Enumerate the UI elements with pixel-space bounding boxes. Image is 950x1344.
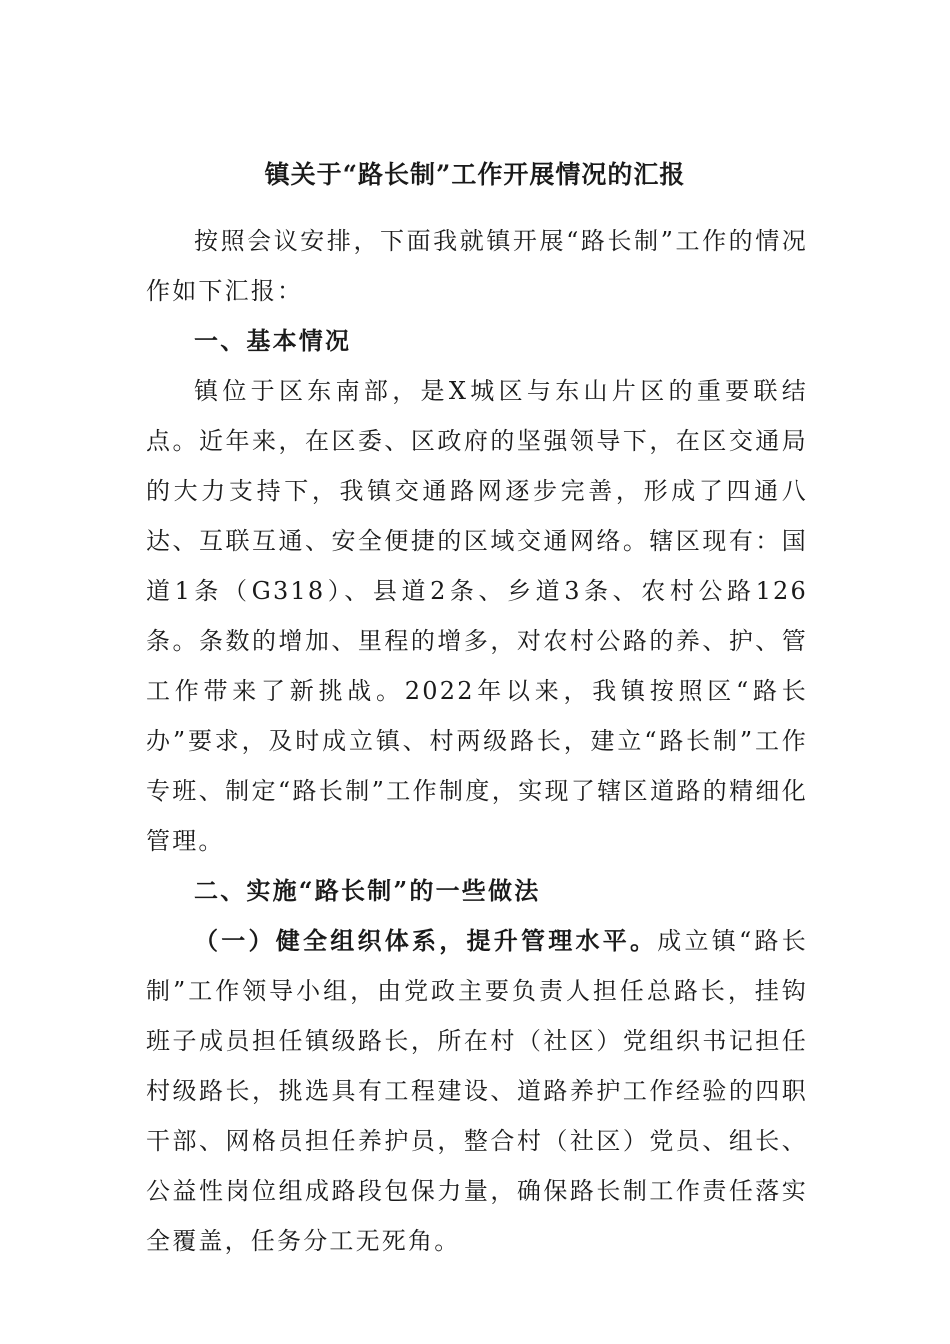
intro-paragraph: 按照会议安排，下面我就镇开展“路长制”工作的情况作如下汇报： [146, 227, 808, 305]
section-heading-practices: 二、实施“路长制”的一些做法 [194, 876, 541, 905]
basic-situation-paragraph: 镇位于区东南部，是X城区与东山片区的重要联结点。近年来，在区委、区政府的坚强领导下，在区交通局的大力支持下，我镇交通路网逐步完善，形成了四通八达、互联互通、安全便捷的区域交通网络。辖区现有：国道1条（G318）、县道2条、乡道3条、农村公路126条。条数的增加、里程的增多，对农村公路的养、护、管工作带来了新挑战。2022年以来，我镇按照区“路长办”要求，及时成立镇、村两级路长，建立“路长制”工作专班、制定“路长制”工作制度，实现了辖区道路的精细化管理。 [146, 377, 808, 855]
document-title: 镇关于“路长制”工作开展情况的汇报 [264, 160, 686, 189]
section-heading-basic: 一、基本情况 [194, 326, 352, 355]
practice-1-lead: （一）健全组织体系，提升管理水平。 [194, 926, 658, 955]
practice-paragraph-1 [146, 916, 808, 1266]
practice-1-text: 成立镇“路长制”工作领导小组，由党政主要负责人担任总路长，挂钩班子成员担任镇级路长，所在村（社区）党组织书记担任村级路长，挑选具有工程建设、道路养护工作经验的四职干部、网格员担任养护员，整合村（社区）党员、组长、公益性岗位组成路段包保力量，确保路长制工作责任落实全覆盖，任务分工无死角。 [146, 927, 808, 1255]
document-body [146, 216, 808, 1266]
